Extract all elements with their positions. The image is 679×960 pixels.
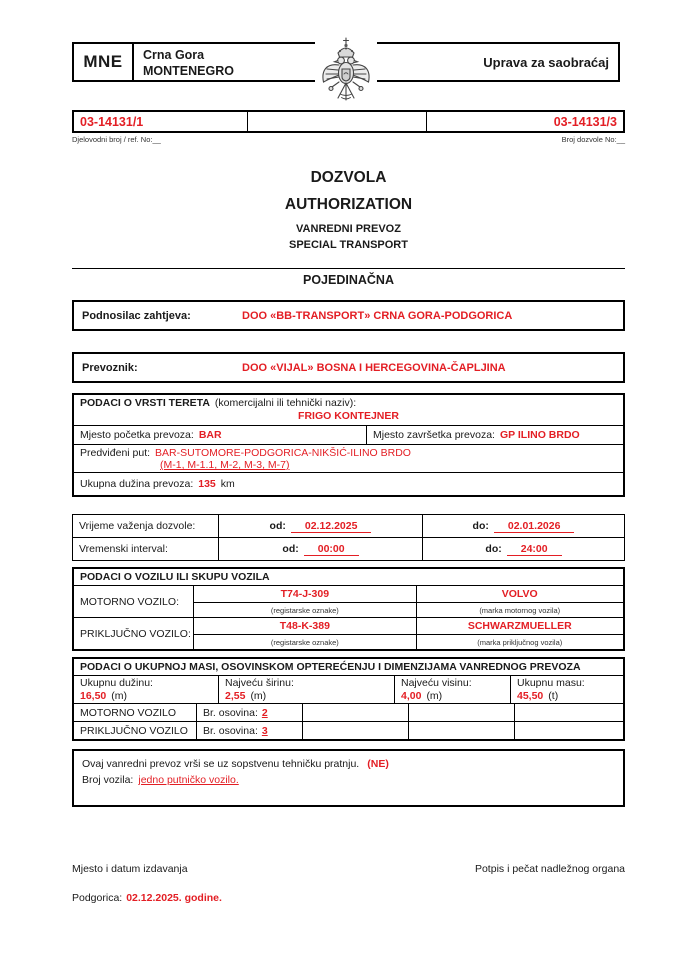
empty-cell xyxy=(408,722,514,739)
empty-cell xyxy=(302,722,408,739)
validity-from-cell xyxy=(218,515,422,537)
length-row xyxy=(74,473,623,495)
country-name-local: Crna Gora xyxy=(143,48,205,62)
interval-label: Vremenski interval: xyxy=(79,543,168,555)
footer-labels xyxy=(72,863,625,875)
country-name xyxy=(134,44,234,80)
end-place-value: GP ILINO BRDO xyxy=(499,429,580,441)
validity-label: Vrijeme važenja dozvole: xyxy=(79,520,196,532)
title-authorization: AUTHORIZATION xyxy=(284,196,413,213)
ref-number-table xyxy=(72,110,625,133)
max-width-cell xyxy=(218,676,394,703)
cargo-table xyxy=(72,393,625,497)
total-length-unit: (m) xyxy=(111,690,128,702)
max-width-unit: (m) xyxy=(250,690,267,702)
route-roads: (M-1, M-1.1, M-2, M-3, M-7) xyxy=(160,459,290,471)
signature-label: Potpis i pečat nadležnog organa xyxy=(474,862,625,875)
total-length-cell xyxy=(74,676,218,703)
cargo-header-row xyxy=(74,395,623,426)
issue-place: Podgorica: xyxy=(72,891,123,904)
ref-number-left: 03-14131/1 xyxy=(80,114,144,129)
carrier-label: Prevoznik: xyxy=(82,361,138,374)
letterhead xyxy=(72,42,620,82)
total-length-label: Ukupnu dužinu: xyxy=(80,677,153,689)
motor-vehicle-row xyxy=(74,586,623,617)
end-place-label: Mjesto završetka prevoza: xyxy=(373,429,495,441)
applicant-value: DOO «BB-TRANSPORT» CRNA GORA-PODGORICA xyxy=(242,309,513,322)
subtitle-vanredni-prevoz: VANREDNI PREVOZ xyxy=(296,223,401,235)
route-row xyxy=(74,445,623,473)
max-height-label: Najveću visinu: xyxy=(401,677,472,689)
carrier-value: DOO «VIJAL» BOSNA I HERCEGOVINA-ČAPLJINA xyxy=(242,361,506,374)
applicant-box xyxy=(72,300,625,331)
axle-count-label: Br. osovina: xyxy=(203,724,258,737)
montenegro-coat-of-arms-icon xyxy=(315,34,377,110)
divider-line xyxy=(72,268,625,269)
escort-vehicles-label: Broj vozila: xyxy=(82,774,134,787)
length-unit: km xyxy=(220,478,235,490)
route-line xyxy=(80,447,617,459)
permit-type: POJEDINAČNA xyxy=(303,273,394,287)
vehicle-table xyxy=(72,567,625,651)
empty-cell xyxy=(302,704,408,721)
issue-place-label: Mjesto i datum izdavanja xyxy=(72,862,188,875)
route-value: BAR-SUTOMORE-PODGORICA-NIKŠIĆ-ILINO BRDO xyxy=(155,447,411,459)
trailer-axle-count: 3 xyxy=(261,724,268,737)
route-label: Predviđeni put: xyxy=(80,447,151,459)
validity-row-interval xyxy=(73,537,624,560)
validity-table xyxy=(72,514,625,561)
escort-box xyxy=(72,749,625,807)
trailer-vehicle-reg-group xyxy=(194,618,415,649)
motor-vehicle-brand: VOLVO xyxy=(417,586,623,603)
document-content xyxy=(72,0,625,904)
escort-answer: (NE) xyxy=(367,758,389,770)
validity-to-cell xyxy=(422,515,624,537)
motor-axles-cell xyxy=(196,704,302,721)
max-height-value: 4,00 xyxy=(401,690,422,702)
country-name-en: MONTENEGRO xyxy=(143,64,234,79)
cargo-header xyxy=(80,397,617,409)
empty-cell xyxy=(408,704,514,721)
motor-vehicle-brand-caption: (marka motornog vozila) xyxy=(479,605,561,615)
od-label: od: xyxy=(282,543,299,555)
cargo-name: FRIGO KONTEJNER xyxy=(298,410,399,422)
mass-table xyxy=(72,657,625,741)
escort-line1 xyxy=(82,756,615,772)
do-value: 24:00 xyxy=(507,543,562,556)
trailer-vehicle-label: PRIKLJUČNO VOZILO: xyxy=(74,618,194,649)
motor-vehicle-brand-group xyxy=(416,586,623,617)
country-code: MNE xyxy=(74,44,134,80)
max-width-label: Najveću širinu: xyxy=(225,677,294,689)
trailer-vehicle-row xyxy=(74,617,623,649)
start-place-label: Mjesto početka prevoza: xyxy=(80,429,194,441)
interval-from-cell xyxy=(218,538,422,560)
od-label: od: xyxy=(269,520,286,532)
total-mass-unit: (t) xyxy=(548,690,559,702)
mass-table-header: PODACI O UKUPNOJ MASI, OSOVINSKOM OPTEREĆENJU I DIMENZIJAMA VANREDNOG PREVOZA xyxy=(74,659,623,676)
trailer-vehicle-brand-group xyxy=(416,618,623,649)
ref-number-middle-cell xyxy=(247,112,427,131)
od-value: 02.12.2025 xyxy=(291,520,372,533)
escort-statement: Ovaj vanredni prevoz vrši se uz sopstvenu tehničku pratnju. xyxy=(82,758,360,770)
motor-vehicle-label: MOTORNO VOZILO: xyxy=(74,586,194,617)
carrier-box xyxy=(72,352,625,383)
title-dozvola: DOZVOLA xyxy=(310,169,387,186)
trailer-axles-row xyxy=(74,721,623,739)
cargo-header-rest: (komercijalni ili tehnički naziv): xyxy=(214,397,357,409)
motor-axle-count: 2 xyxy=(261,706,268,719)
motor-vehicle-reg: T74-J-309 xyxy=(194,586,415,603)
escort-line2 xyxy=(82,772,615,788)
end-place-cell xyxy=(367,426,623,444)
cargo-places-row xyxy=(74,426,623,445)
empty-cell xyxy=(514,704,623,721)
do-value: 02.01.2026 xyxy=(494,520,575,533)
motor-vehicle-reg-caption: (registarske oznake) xyxy=(270,605,339,615)
applicant-label: Podnosilac zahtjeva: xyxy=(82,309,191,322)
authority-name: Uprava za saobraćaj xyxy=(483,54,609,70)
total-length-value: 16,50 xyxy=(80,690,107,702)
ref-caption-left: Djelovodni broj / ref. No:__ xyxy=(72,135,161,144)
ref-captions xyxy=(72,135,625,144)
trailer-axles-label: PRIKLJUČNO VOZILO xyxy=(80,724,188,737)
axle-count-label: Br. osovina: xyxy=(203,706,258,719)
subtitle-special-transport: SPECIAL TRANSPORT xyxy=(289,239,408,251)
max-width-value: 2,55 xyxy=(225,690,246,702)
interval-to-cell xyxy=(422,538,624,560)
issue-line xyxy=(72,892,625,904)
max-height-unit: (m) xyxy=(426,690,443,702)
motor-vehicle-reg-group xyxy=(194,586,415,617)
max-height-cell xyxy=(394,676,510,703)
start-place-cell xyxy=(74,426,367,444)
length-value: 135 xyxy=(198,478,216,490)
escort-vehicles-value: jedno putničko vozilo. xyxy=(138,774,239,787)
od-value: 00:00 xyxy=(304,543,359,556)
do-label: do: xyxy=(485,543,502,555)
dimensions-row xyxy=(74,676,623,704)
start-place-value: BAR xyxy=(198,429,222,441)
empty-cell xyxy=(514,722,623,739)
trailer-vehicle-brand: SCHWARZMUELLER xyxy=(417,618,623,635)
ref-number-right: 03-14131/3 xyxy=(553,114,617,129)
motor-axles-label: MOTORNO VOZILO xyxy=(80,706,177,719)
do-label: do: xyxy=(472,520,489,532)
trailer-axles-cell xyxy=(196,722,302,739)
trailer-vehicle-brand-caption: (marka priključnog vozila) xyxy=(477,637,563,647)
issue-date: 02.12.2025. godine. xyxy=(126,891,222,904)
ref-caption-right: Broj dozvole No:__ xyxy=(561,135,625,144)
length-label: Ukupna dužina prevoza: xyxy=(80,478,194,490)
total-mass-value: 45,50 xyxy=(517,690,544,702)
motor-axles-row xyxy=(74,704,623,721)
cargo-header-bold: PODACI O VRSTI TERETA xyxy=(80,397,210,409)
validity-row-dates xyxy=(73,515,624,537)
total-mass-cell xyxy=(510,676,623,703)
trailer-vehicle-reg: T48-K-389 xyxy=(194,618,415,635)
total-mass-label: Ukupnu masu: xyxy=(517,677,585,689)
trailer-vehicle-reg-caption: (registarske oznake) xyxy=(270,637,339,647)
vehicle-table-header: PODACI O VOZILU ILI SKUPU VOZILA xyxy=(74,569,623,586)
